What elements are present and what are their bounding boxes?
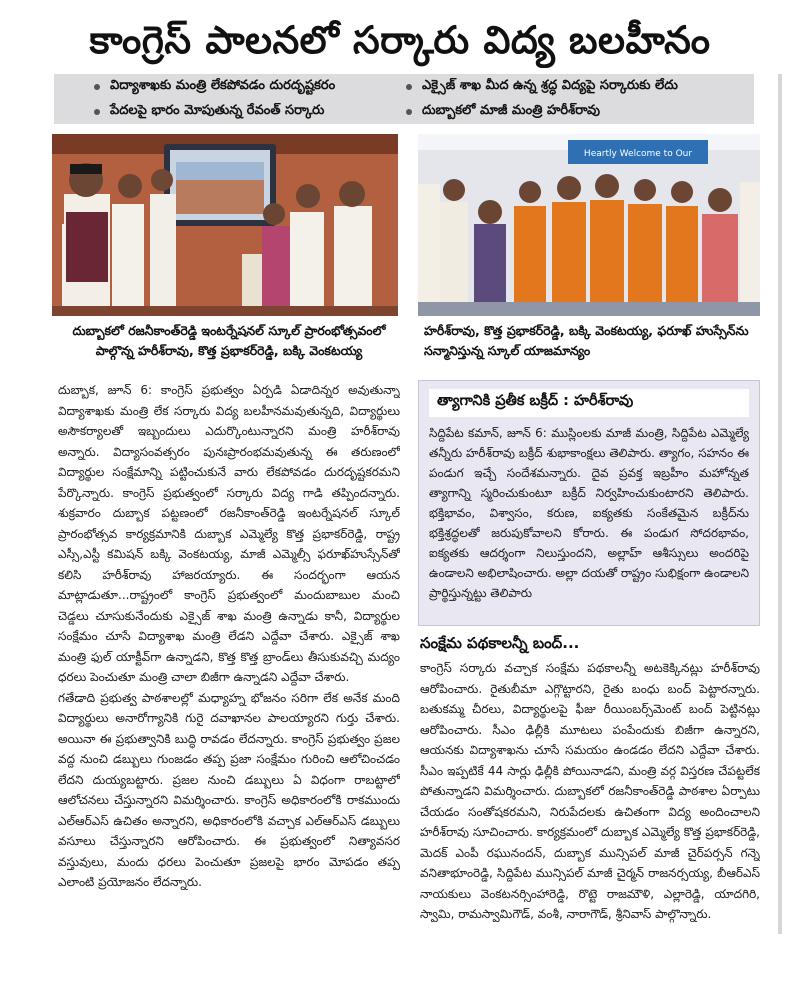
photo-felicitation-caption: హరీశ్‌రావు, కొత్త ప్రభాకర్‌రెడ్డి, బక్కి వెంకటయ్య, ఫరూఖ్ హుస్సేన్‌ను సన్మానిస్తున్న స్కూల్ యాజమాన్యం [424, 323, 749, 358]
second-article-heading: సంక్షేమ పథకాలన్నీ బంద్... [420, 634, 580, 652]
bullet-icon [94, 109, 100, 115]
main-article-paragraph-1: దుబ్బాక, జూన్ 6: కాంగ్రెస్ ప్రభుత్వం ఏర్పడి ఏడాదిన్నర అవుతున్నా విద్యాశాఖకు మంత్రి లేక సర్కారు విద్య బలహీనమవుతున్నది, విద్యార్థులు అసౌకర్యాలతో ఇబ్బందులు ఎదుర్కొంటున్నారని మంత్రి హరీశ్‌రావు అన్నారు. విద్యాసంవత్సరం పునఃప్రారంభమవుతున్న ఈ తరుణంలో విద్యార్థుల సంక్షేమాన్ని పట్టించుకునే వారు లేకపోవడం దురదృష్టకరమని పేర్కొన్నారు. కాంగ్రెస్ ప్రభుత్వంలో సర్కారు విద్య గాడి తప్పిందన్నారు. శుక్రవారం దుబ్బాక పట్టణంలో రజనీకాంత్‌రెడ్డి ఇంటర్నేషనల్ స్కూల్ ప్రారంభోత్సవ కార్యక్రమానికి దుబ్బాక ఎమ్మెల్యే కొత్త ప్రభాకర్‌రెడ్డి, రాష్ట్ర ఎస్సీ,ఎస్టీ కమిషన్ బక్కి వెంకటయ్య, మాజీ ఎమ్మెల్సీ ఫరూఖ్‌హుస్సేన్‌తో కలిసి హరీశ్‌రావు హాజరయ్యారు. ఈ సందర్భంగా ఆయన మాట్లాడుతూ...రాష్ట్రంలో కాంగ్రెస్ ప్రభుత్వంలో మందుబాబుల మంచి చెడ్డలు చూసుకునేందుకు ఎక్సైజ్ శాఖ మంత్రి ఉన్నాడు కానీ, విద్యార్థుల సంక్షేమం చూసే విద్యాశాఖ మంత్రి లేడని ఎద్దేవా చేశారు. ఎక్సైజ్ శాఖ మంత్రి ఫుల్ యాక్టీవ్‌గా ఉన్నాడని, కొత్త కొత్త బ్రాండ్‌లు తీసుకువచ్చి మద్యం ధరలు పెంచుతూ మంత్రి చాలా బిజీగా ఉన్నాడని ఎద్దేవా చేశారు. [58, 383, 400, 684]
highlight-item [54, 103, 394, 121]
photo-inauguration-illustration [52, 134, 398, 316]
photo-inauguration [52, 134, 398, 316]
highlight-item [394, 103, 754, 121]
sidebox-body: సిద్దిపేట కమాన్, జూన్ 6: ముస్లింలకు మాజీ మంత్రి, సిద్దిపేట ఎమ్మెల్యే తన్నీరు హరీశ్‌రావు బక్రీద్ శుభాకాంక్షలు తెలిపారు. త్యాగం, సహనం ఈ పండుగ ఇచ్చే సందేశమన్నారు. దైవ ప్రవక్త ఇబ్రహీం మహోన్నత త్యాగాన్ని స్మరించుకుంటూ బక్రీద్ నిర్వహించుకుంటారని తెలిపారు. భక్తిభావం, విశ్వాసం, కరుణ, ఐక్యతకు సంకేతమైన బక్రీద్‌ను భక్తిశ్రద్ధలతో జరుపుకోవాలని కోరారు. ఈ పండుగ సోదరభావం, ఐక్యతకు ఆదర్శంగా నిలుస్తుందని, అల్లాహ్ ఆశీస్సులు అందరిపై ఉండాలని అభిలాషించారు. అల్లా దయతో రాష్ట్రం సుభిక్షంగా ఉండాలని ప్రార్థిస్తున్నట్టు తెలిపారు [429, 426, 749, 600]
highlight-item [54, 78, 394, 96]
photo-felicitation [418, 134, 760, 316]
main-article-paragraph-2: గతేడాది ప్రభుత్వ పాఠశాలల్లో మధ్యాహ్న భోజనం సరిగా లేక అనేక మంది విద్యార్థులు అనారోగ్యానికి గురై దవాఖానల పాలయ్యారని గుర్తు చేశారు. అయినా ఈ ప్రభుత్వానికి బుద్ధి రావడం లేదన్నారు. కాంగ్రెస్ ప్రభుత్వం ప్రజల వద్ద నుంచి డబ్బులు గుంజడం తప్ప ప్రజా సంక్షేమం గురించి ఆలోచించడం లేదని దుయ్యబట్టారు. ప్రజల నుంచి డబ్బులు ఏ విధంగా రాబట్టాలో ఆలోచనలు చేస్తున్నారని విమర్శించారు. కాంగ్రెస్ అధికారంలోకి రాకముందు ఎల్‌ఆర్‌ఎస్ ఉచితం అన్నారని, అధికారంలోకి వచ్చాక ఎల్‌ఆర్‌ఎస్ డబ్బులు వసూలు చేస్తున్నారని ఆరోపించారు. ఈ ప్రభుత్వంలో నిత్యావసర వస్తువులు, మందు ధరలు పెంచుతూ ప్రజలపై భారం మోపడం తప్ప ఎలాంటి ప్రయోజనం లేదన్నారు. [58, 690, 400, 889]
highlight-text: దుబ్బాకలో మాజీ మంత్రి హరీశ్‌రావు [422, 102, 600, 118]
highlight-text: ఎక్సైజ్ శాఖ మీద ఉన్న శ్రద్ధ విద్యపై సర్కారుకు లేదు [422, 77, 678, 93]
page-edge-divider [778, 74, 782, 934]
sidebox-title: త్యాగానికి ప్రతీక బక్రీద్ : హరీశ్‌రావు [429, 389, 749, 417]
bakrid-sidebox [418, 380, 760, 626]
main-article [58, 380, 400, 940]
bullet-icon [406, 109, 412, 115]
headline: కాంగ్రెస్ పాలనలో సర్కారు విద్య బలహీనం [89, 18, 711, 62]
bullet-icon [94, 84, 100, 90]
second-article-body: కాంగ్రెస్ సర్కారు వచ్చాక సంక్షేమ పథకాలన్నీ అటకెక్కినట్లు హరీశ్‌రావు ఆరోపించారు. రైతుబీమా ఎగ్గొట్టారని, రైతు బంధు బంద్ పెట్టారన్నారు. బతుకమ్మ చీరలు, విద్యార్థులపై ఫీజు రీయింబర్స్‌మెంట్ బంద్ పెట్టినట్లు ఆరోపించారు. సీఎం ఢిల్లీకి మూటలు పంపేందుకు బిజీగా ఉన్నారని, ఆయనకు విద్యాశాఖను చూసే సమయం ఉండడం లేదని ఎద్దేవా చేశారు. సీఎం ఇప్పటికే 44 సార్లు ఢిల్లీకి పోయినాడని, మంత్రి వర్గ విస్తరణ చేపట్టలేక పోతున్నాడని విమర్శించారు. దుబ్బాకలో రజనీకాంత్‌రెడ్డి పాఠశాల ఏర్పాటు చేయడం సంతోషకరమని, నిరుపేదలకు ఉచితంగా విద్య అందించాలని హరీశ్‌రావు సూచించారు. కార్యక్రమంలో దుబ్బాక ఎమ్మెల్యే కొత్త ప్రభాకర్‌రెడ్డి, మెదక్ ఎంపీ రఘునందన్, దుబ్బాక మున్సిపల్ మాజీ చైర్‌పర్సన్ గన్నె వనితాభూంరెడ్డి, సిద్దిపేట మున్సిపల్ మాజీ చైర్మన్ రాజనర్సయ్య, బీఆర్‌ఎస్ నాయకులు వెంకటనర్సింహారెడ్డి, రొట్టె రాజమౌళి, ఎల్లారెడ్డి, యాదగిరి, స్వామి, రామస్వామిగౌడ్, వంశీ, నారాగౌడ్, శ్రీనివాస్ పాల్గొన్నారు. [420, 661, 760, 921]
banner-text: Heartly Welcome to Our [583, 149, 693, 159]
photo-inauguration-caption: దుబ్బాకలో రజనీకాంత్‌రెడ్డి ఇంటర్నేషనల్ స్కూల్ ప్రారంభోత్సవంలో పాల్గొన్న హరీశ్‌రావు, కొత్త ప్రభాకర్‌రెడ్డి, బక్కి వెంకటయ్య [72, 323, 386, 358]
highlights-box [54, 74, 754, 124]
highlight-text: విద్యాశాఖకు మంత్రి లేకపోవడం దురదృష్టకరం [110, 77, 336, 93]
bullet-icon [406, 84, 412, 90]
highlight-text: పేదలపై భారం మోపుతున్న రేవంత్ సర్కారు [110, 102, 325, 118]
highlight-item [394, 78, 754, 96]
photo-felicitation-illustration [418, 134, 760, 316]
